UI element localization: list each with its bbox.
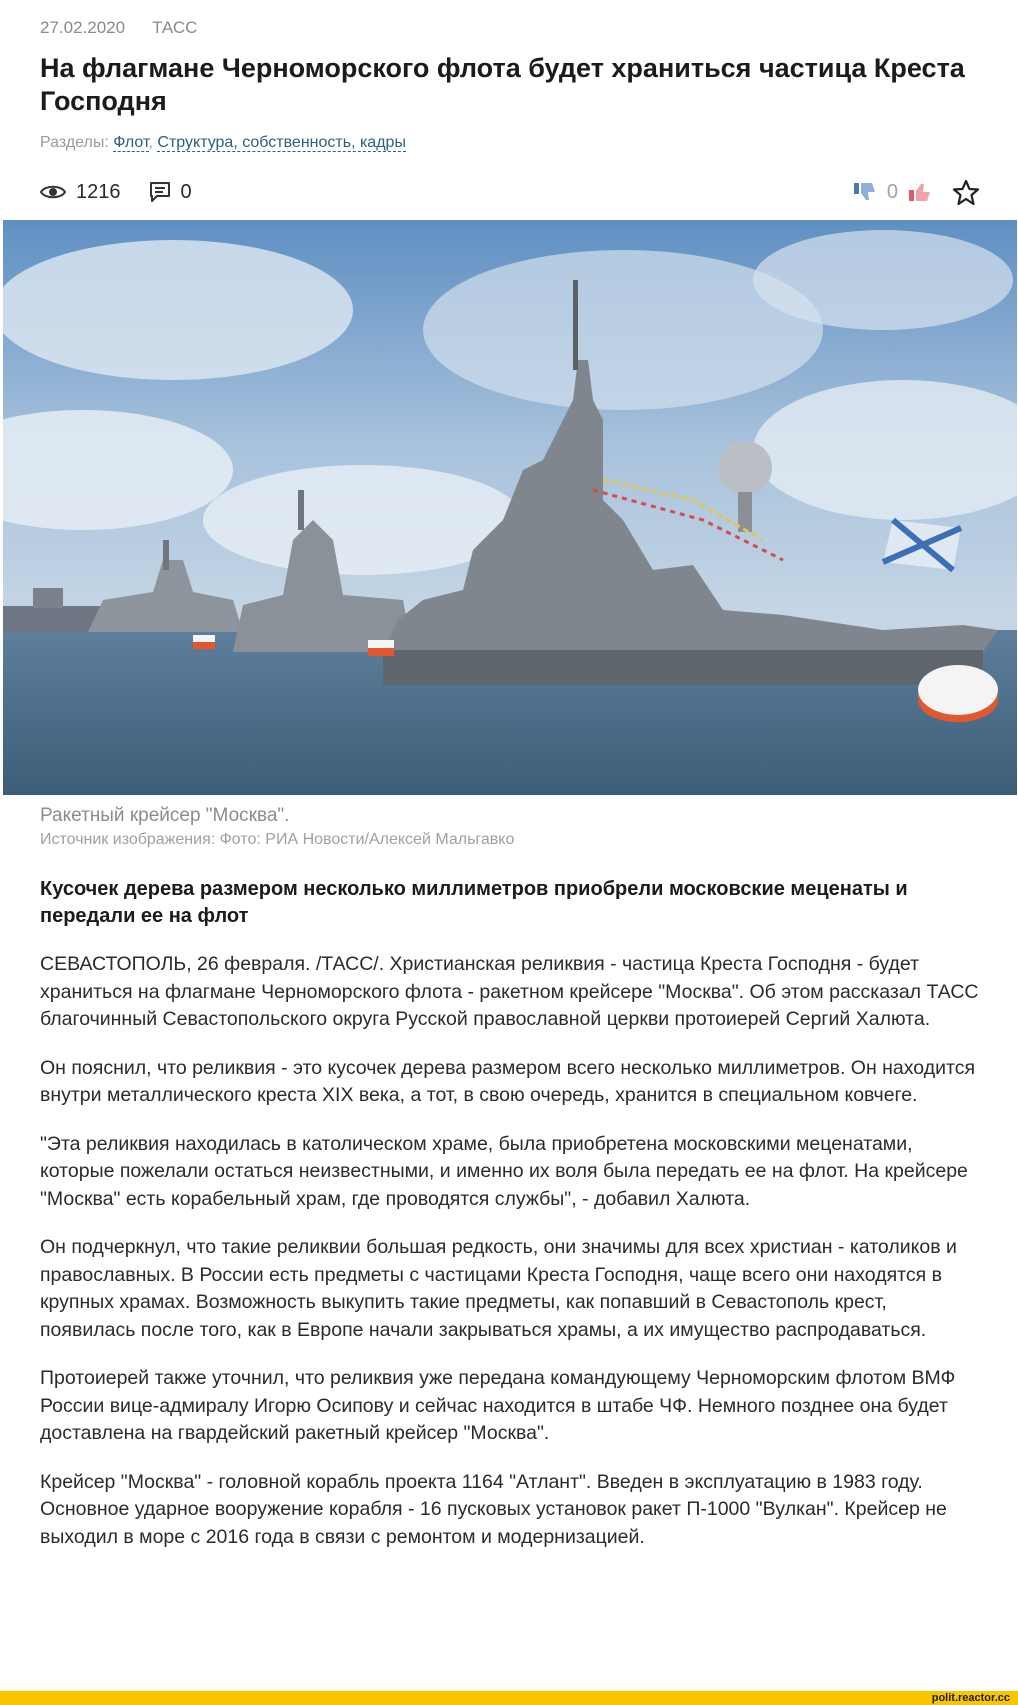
article-source[interactable]: ТАСС: [152, 18, 198, 37]
photo-caption: Ракетный крейсер "Москва".: [40, 805, 290, 826]
article-sections: Разделы: Флот, Структура, собственность, кадры: [40, 134, 406, 151]
thumbs-up-icon[interactable]: [908, 181, 932, 203]
comments-count: 0: [180, 180, 192, 203]
sections-label: Разделы:: [40, 134, 109, 151]
article-title: На флагмане Черноморского флота будет храниться частица Креста Господня: [40, 53, 965, 116]
article-paragraph: Он подчеркнул, что такие реликвии большая редкость, они значимы для всех христиан - католиков и православных. В России есть предметы с частицами Креста Господня, чаще всего они находятся в крупных храмах. Возможность выкупить такие предметы, как попавший в Севастополь крест, появилась после того, как в Европе начали закрываться храмы, а их имущество распродаваться.: [40, 1236, 957, 1341]
star-icon[interactable]: [952, 179, 980, 206]
thumbs-down-icon[interactable]: [853, 181, 877, 203]
article-paragraph: Крейсер "Москва" - головной корабль проекта 1164 "Атлант". Введен в эксплуатацию в 1983 году. Основное ударное вооружение корабля - 16 пусковых установок ракет П-1000 "Вулкан". Крейсер не выходил в море с 2016 года в связи с ремонтом и модернизацией.: [40, 1470, 947, 1548]
rating-value: 0: [886, 180, 898, 203]
comments-counter[interactable]: [149, 181, 192, 204]
views-count: 1216: [76, 180, 121, 203]
article-photo: [3, 220, 1017, 795]
photo-credit: Источник изображения: Фото: РИА Новости/Алексей Мальгавко: [40, 831, 515, 848]
views-counter: [40, 181, 121, 204]
article-body: [40, 951, 985, 1572]
article-stats: [40, 178, 220, 206]
watermark-bar: [0, 1691, 1018, 1705]
eye-icon: [40, 183, 66, 201]
watermark[interactable]: polit.reactor.cc: [931, 1692, 1010, 1704]
comment-icon: [149, 181, 171, 203]
article-meta: [40, 18, 197, 38]
article-lead: Кусочек дерева размером несколько миллиметров приобрели московские меценаты и передали ее на флот: [40, 878, 908, 927]
rating-bar: [853, 176, 980, 208]
article-paragraph: Он пояснил, что реликвия - это кусочек дерева размером всего несколько миллиметров. Он находится внутри металлического креста XIX века, а тот, в свою очередь, хранится в специальном ковчеге.: [40, 1056, 976, 1106]
section-link-structure[interactable]: Структура, собственность, кадры: [157, 134, 406, 151]
article-paragraph: "Эта реликвия находилась в католическом храме, была приобретена московскими меценатами, которые пожелали остаться неизвестными, и именно их воля была передать ее на флот. На крейсере "Москва" есть корабельный храм, где проводятся службы", - добавил Халюта.: [40, 1132, 968, 1210]
article-date: 27.02.2020: [40, 18, 126, 37]
article-paragraph: Протоиерей также уточнил, что реликвия уже передана командующему Черноморским флотом ВМФ России вице-адмиралу Игорю Осипову и сейчас находится в штабе ЧФ. Немного позднее она будет доставлена на гвардейский ракетный крейсер "Москва".: [40, 1367, 956, 1444]
article-paragraph: СЕВАСТОПОЛЬ, 26 февраля. /ТАСС/. Христианская реликвия - частица Креста Господня - будет храниться на флагмане Черноморского флота - ракетном крейсере "Москва". Об этом рассказал ТАСС благочинный Севастопольского округа Русской православной церкви протоиерей Сергий Халюта.: [40, 953, 979, 1030]
section-link-fleet[interactable]: Флот: [113, 134, 149, 151]
